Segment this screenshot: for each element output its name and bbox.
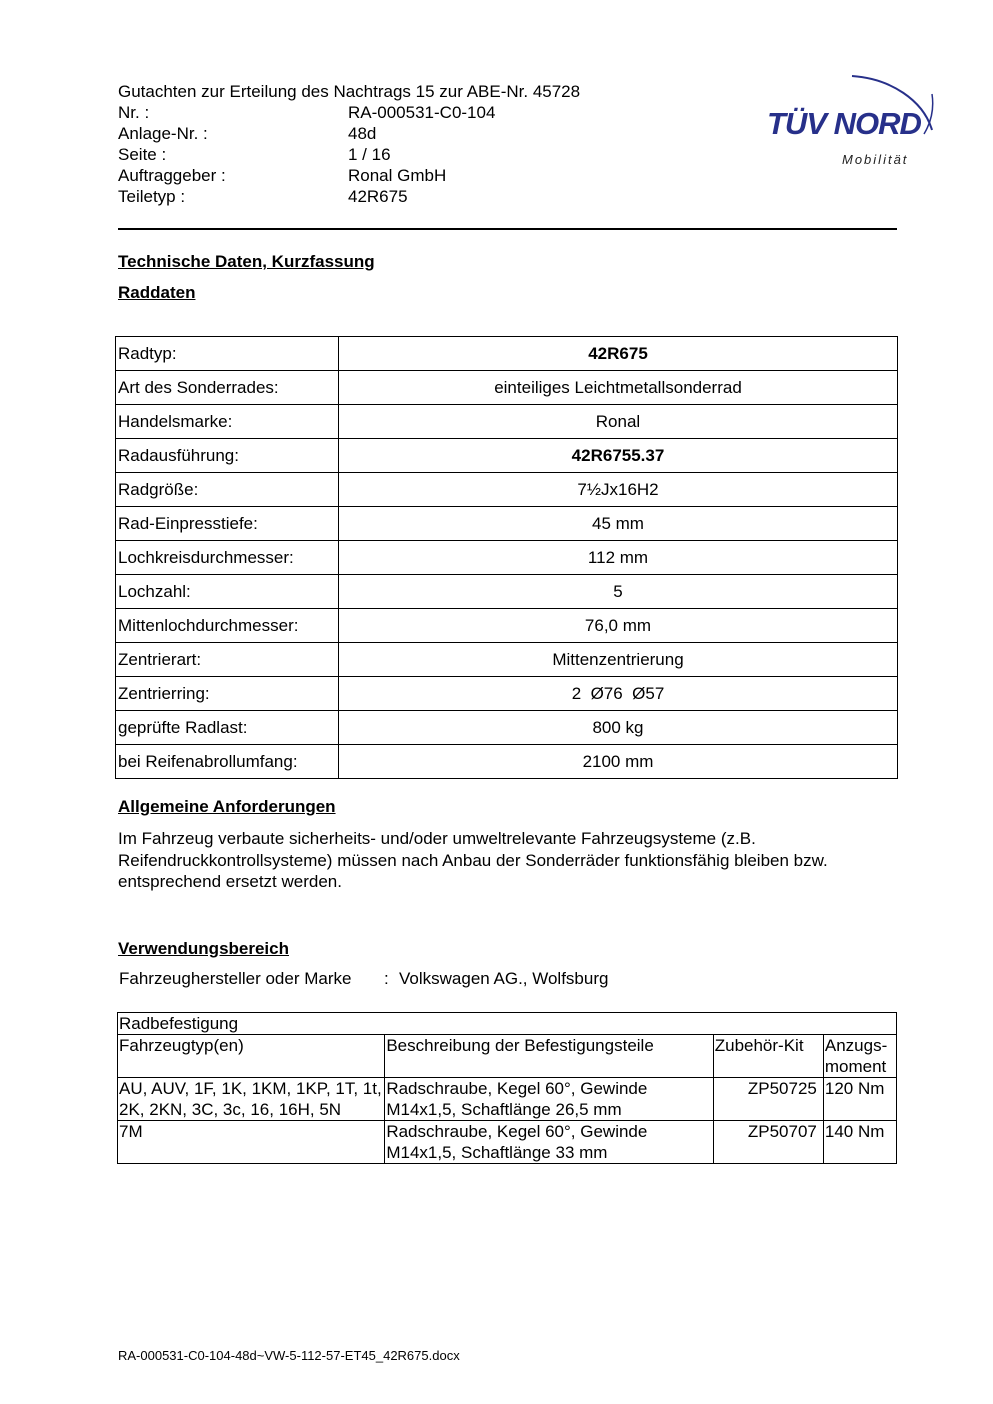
row-value: 7½Jx16H2 <box>339 473 898 507</box>
header-row-nr <box>118 102 495 123</box>
row-label: Rad-Einpresstiefe: <box>116 507 339 541</box>
allgemeine-paragraph: Im Fahrzeug verbaute sicherheits- und/oder umweltrelevante Fahrzeugsysteme (z.B. Reifendruckkontrollsysteme) müssen nach Anbau der Sonderräder funktionsfähig bleiben bzw. entsprechend ersetzt werden. <box>118 829 828 891</box>
row-label: bei Reifenabrollumfang: <box>116 745 339 779</box>
header-row-auftraggeber <box>118 165 495 186</box>
row-value: 112 mm <box>339 541 898 575</box>
table-row <box>116 609 898 643</box>
header-value: Ronal GmbH <box>348 166 447 185</box>
row-value: 42R6755.37 <box>339 439 898 473</box>
fahrzeughersteller-line <box>119 969 608 989</box>
raddaten-table <box>115 336 898 779</box>
row-value: 800 kg <box>339 711 898 745</box>
row-label: Zentrierring: <box>116 677 339 711</box>
column-header: Beschreibung der Befestigungsteile <box>385 1035 713 1078</box>
table-header-row <box>118 1035 897 1078</box>
table-caption: Radbefestigung <box>118 1013 897 1035</box>
table-row <box>116 473 898 507</box>
header-value: RA-000531-C0-104 <box>348 103 496 122</box>
table-row <box>116 643 898 677</box>
row-label: Mittenlochdurchmesser: <box>116 609 339 643</box>
table-row <box>116 337 898 371</box>
table-row <box>118 1078 897 1121</box>
column-header: Anzugs- moment <box>823 1035 896 1078</box>
header-value: 1 / 16 <box>348 145 391 164</box>
beschreibung-cell: Radschraube, Kegel 60°, Gewinde M14x1,5, Schaftlänge 26,5 mm <box>385 1078 713 1121</box>
table-row <box>118 1121 897 1164</box>
table-row <box>116 711 898 745</box>
header-divider <box>118 228 897 230</box>
row-value: 2100 mm <box>339 745 898 779</box>
fahrzeughersteller-value: Volkswagen AG., Wolfsburg <box>399 969 609 988</box>
row-label: Handelsmarke: <box>116 405 339 439</box>
anzugsmoment-cell: 140 Nm <box>823 1121 896 1164</box>
row-value: Mittenzentrierung <box>339 643 898 677</box>
radbefestigung-table <box>117 1012 897 1164</box>
row-label: geprüfte Radlast: <box>116 711 339 745</box>
header-row-teiletyp <box>118 186 495 207</box>
section-heading-verwendungsbereich: Verwendungsbereich <box>118 939 289 958</box>
zubehoer-kit-cell: ZP50707 <box>713 1121 823 1164</box>
table-row <box>116 507 898 541</box>
header-row-anlage <box>118 123 495 144</box>
row-label: Art des Sonderrades: <box>116 371 339 405</box>
header-row-seite <box>118 144 495 165</box>
header-info <box>118 102 495 207</box>
table-caption-row <box>118 1013 897 1035</box>
table-row <box>116 405 898 439</box>
section-heading-allgemeine: Allgemeine Anforderungen <box>118 797 336 816</box>
tuev-nord-logo <box>764 58 940 170</box>
fahrzeugtyp-cell: 7M <box>118 1121 385 1164</box>
row-value: 5 <box>339 575 898 609</box>
fahrzeughersteller-separator: : <box>384 969 389 988</box>
table-row <box>116 745 898 779</box>
table-row <box>116 677 898 711</box>
row-label: Zentrierart: <box>116 643 339 677</box>
header-value: 42R675 <box>348 187 408 206</box>
anzugsmoment-cell: 120 Nm <box>823 1078 896 1121</box>
row-label: Radausführung: <box>116 439 339 473</box>
fahrzeughersteller-label: Fahrzeughersteller oder Marke <box>119 969 352 988</box>
row-label: Radgröße: <box>116 473 339 507</box>
zubehoer-kit-cell: ZP50725 <box>713 1078 823 1121</box>
header-key: Auftraggeber : <box>118 166 226 185</box>
section-heading-raddaten: Raddaten <box>118 283 196 302</box>
footer-filename: RA-000531-C0-104-48d~VW-5-112-57-ET45_42R675.docx <box>118 1348 460 1363</box>
header-key: Teiletyp : <box>118 187 186 206</box>
row-label: Lochkreisdurchmesser: <box>116 541 339 575</box>
fahrzeugtyp-cell: AU, AUV, 1F, 1K, 1KM, 1KP, 1T, 1t, 2K, 2KN, 3C, 3c, 16, 16H, 5N <box>118 1078 385 1121</box>
logo-wordmark: TÜV NORD <box>767 106 921 141</box>
row-value: 45 mm <box>339 507 898 541</box>
section-heading-technische-daten: Technische Daten, Kurzfassung <box>118 252 375 271</box>
document-title: Gutachten zur Erteilung des Nachtrags 15 zur ABE-Nr. 45728 <box>118 82 581 101</box>
row-value: 76,0 mm <box>339 609 898 643</box>
table-row <box>116 575 898 609</box>
row-value: 42R675 <box>339 337 898 371</box>
table-row <box>116 439 898 473</box>
beschreibung-cell: Radschraube, Kegel 60°, Gewinde M14x1,5, Schaftlänge 33 mm <box>385 1121 713 1164</box>
header-key: Anlage-Nr. : <box>118 124 208 143</box>
row-label: Radtyp: <box>116 337 339 371</box>
column-header: Fahrzeugtyp(en) <box>118 1035 385 1078</box>
logo-subtitle: Mobilität <box>842 152 909 167</box>
table-row <box>116 541 898 575</box>
header-key: Seite : <box>118 145 167 164</box>
header-key: Nr. : <box>118 103 150 122</box>
row-label: Lochzahl: <box>116 575 339 609</box>
header-value: 48d <box>348 124 377 143</box>
row-value: Ronal <box>339 405 898 439</box>
column-header: Zubehör-Kit <box>713 1035 823 1078</box>
row-value: 2 Ø76 Ø57 <box>339 677 898 711</box>
table-row <box>116 371 898 405</box>
row-value: einteiliges Leichtmetallsonderrad <box>339 371 898 405</box>
